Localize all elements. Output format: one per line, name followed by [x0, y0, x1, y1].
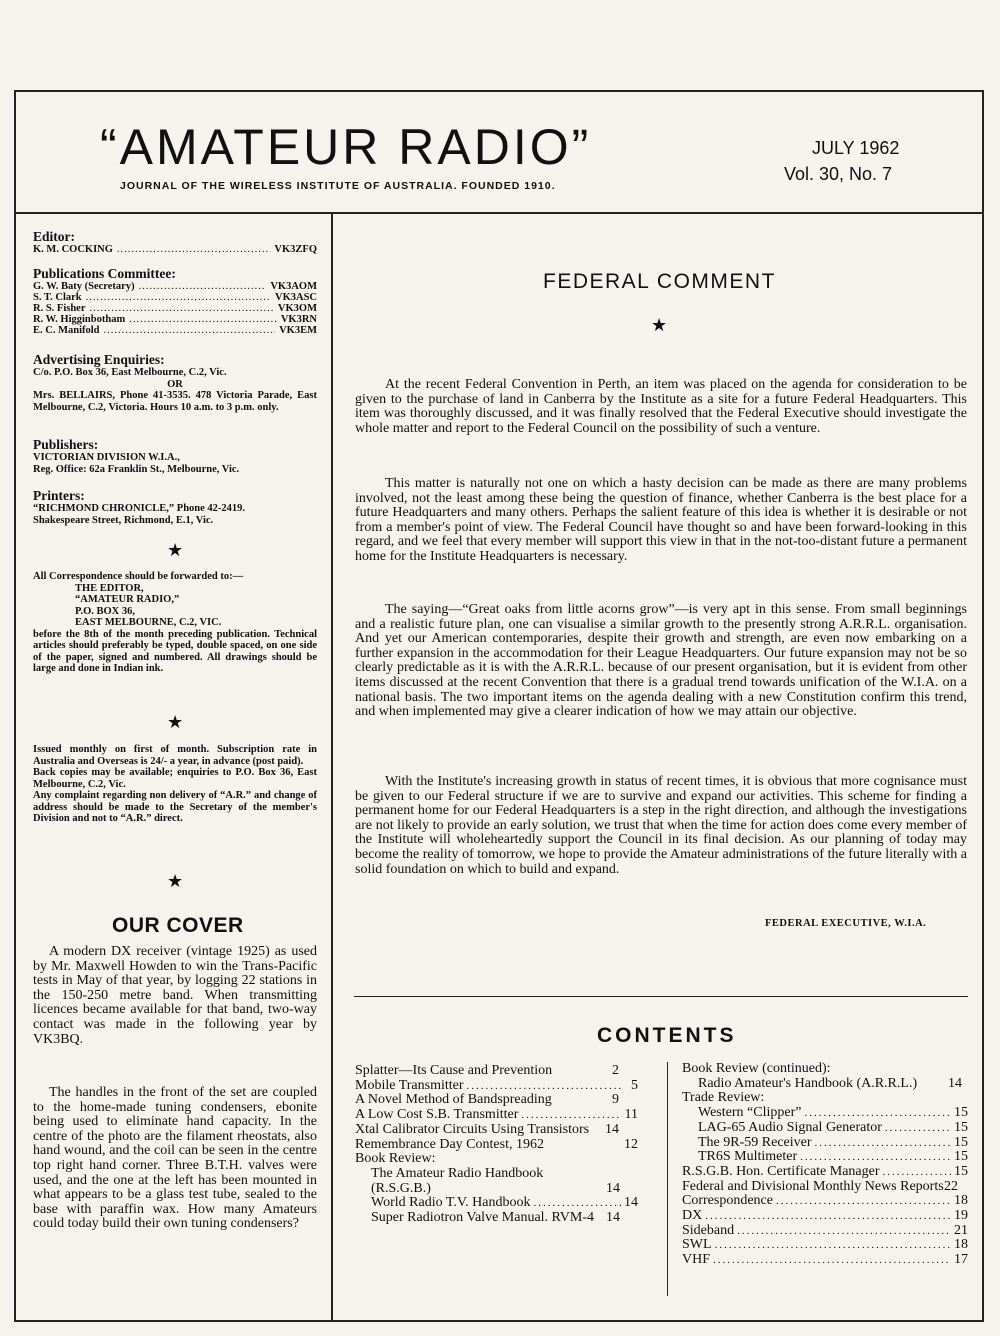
toc-title: Remembrance Day Contest, 1962: [355, 1136, 544, 1152]
advertising-line: Mrs. BELLAIRS, Phone 41-3535. 478 Victoria Parade, East Melbourne, C.2, Victoria. Hours 10 a.m. to 3 p.m. only.: [33, 390, 317, 413]
toc-page: 11: [624, 1107, 638, 1123]
toc-page: 21: [954, 1222, 968, 1238]
issue-volume: Vol. 30, No. 7: [784, 164, 893, 184]
leader-dots: [815, 1136, 951, 1151]
toc-title: SWL: [682, 1237, 712, 1253]
toc-title: Book Review (continued):: [682, 1061, 831, 1076]
toc-page: 14: [605, 1121, 619, 1137]
toc-page: 19: [954, 1208, 968, 1224]
toc-entry[interactable]: [355, 1211, 638, 1226]
leader-dots: [86, 292, 271, 303]
star-divider: ★: [167, 712, 184, 732]
comment-signature: FEDERAL EXECUTIVE, W.I.A.: [765, 918, 927, 929]
toc-entry[interactable]: [355, 1108, 638, 1123]
toc-page: 5: [631, 1077, 638, 1093]
subscription-text: Issued monthly on first of month. Subscription rate in Australia and Overseas is 24/- a year, in advance (post paid).: [33, 744, 317, 767]
editor-block: [33, 229, 317, 255]
leader-dots: [705, 1209, 951, 1224]
toc-page: 15: [954, 1149, 968, 1165]
toc-entry[interactable]: [355, 1093, 638, 1108]
toc-entry[interactable]: [355, 1167, 638, 1196]
toc-title: A Novel Method of Bandspreading: [355, 1092, 552, 1108]
toc-title: Splatter—Its Cause and Prevention: [355, 1063, 553, 1078]
leader-dots: [467, 1079, 621, 1094]
toc-page: 18: [954, 1193, 968, 1209]
toc-title: Xtal Calibrator Circuits Using Transistors: [355, 1121, 590, 1137]
subscription-block: [33, 744, 317, 825]
advertising-or: OR: [167, 378, 183, 390]
contents-divider: [667, 1062, 668, 1296]
contents-rule: [354, 996, 968, 997]
advertising-heading: Advertising Enquiries:: [33, 352, 165, 367]
correspondence-intro: All Correspondence should be forwarded to:—: [33, 571, 244, 582]
star-divider: ★: [167, 540, 184, 560]
editor-heading: Editor:: [33, 229, 75, 244]
cover-paragraph: The handles in the front of the set are coupled to the home-made tuning condensers, ebonite being used to eliminate hand capacity. In the centre of the photo are the filament rheostats, also hand wound, and the coil can be seen in the centre top right hand corner. Three B.T.H. valves were used, and the one at the left has been mounted in what appears to be a glass test tube, sealed to the base with paraffin wax. How many Amateurs could today build their own tuning condensers?: [33, 1085, 317, 1232]
member-call: VK3AOM: [270, 281, 317, 292]
address-line: THE EDITOR,: [75, 582, 144, 594]
federal-comment-heading: FEDERAL COMMENT: [543, 270, 776, 293]
advertising-block: [33, 352, 317, 413]
masthead-title: “AMATEUR RADIO”: [100, 119, 592, 175]
leader-dots: [521, 1108, 621, 1123]
toc-title: VHF: [682, 1252, 711, 1268]
toc-section: [682, 1091, 968, 1106]
toc-page: 2: [612, 1063, 619, 1078]
toc-title: TR6S Multimeter: [698, 1149, 798, 1165]
advertising-line: C/o. P.O. Box 36, East Melbourne, C.2, Vic.: [33, 367, 227, 378]
leader-dots: [715, 1238, 951, 1253]
leader-dots: [90, 303, 274, 314]
committee-heading: Publications Committee:: [33, 266, 176, 281]
toc-section: [682, 1062, 968, 1077]
contents-column-left: [355, 1064, 638, 1226]
toc-page: 15: [954, 1105, 968, 1121]
toc-title: DX: [682, 1208, 703, 1224]
comment-paragraph: The saying—“Great oaks from little acorns grow”—is very apt in this sense. From small beginnings and a realistic future plan, one can visualise a similar growth to the presently strong A.R.R.L. organisation. And yet our American contemporaries, despite their growth and strength, are even now embarking on a further expansion in the accommodation for their League Headquarters. Our future expansion may not be so clearly predictable as it is with the A.R.R.L. because of our present organisation, but it is evident from other items discussed at the recent Convention that there is a gradual trend towards unification of the W.I.A. on a national basis. The two important items on the agenda dealing with a new Constitution confirm this trend, and when implemented may give a clearer indication of how we may attain our objective.: [355, 602, 967, 720]
publishers-heading: Publishers:: [33, 437, 99, 452]
toc-page: 14: [606, 1210, 620, 1226]
leader-dots: [713, 1253, 951, 1268]
member-name: G. W. Baty (Secretary): [33, 281, 135, 292]
address-line: EAST MELBOURNE, C.2, VIC.: [75, 617, 222, 628]
toc-title: Mobile Transmitter: [355, 1077, 464, 1093]
toc-entry[interactable]: [682, 1077, 968, 1092]
toc-title: Sideband: [682, 1222, 735, 1238]
leader-dots: [883, 1165, 951, 1180]
toc-entry[interactable]: [682, 1209, 968, 1224]
cover-paragraph: A modern DX receiver (vintage 1925) as used by Mr. Maxwell Howden to win the Trans-Pacific tests in May of that year, by logging 22 stations in the 150-250 metre band. When transmitting licences became available for that band, two-way contact was made in the following year by VK3BQ.: [33, 944, 317, 1047]
leader-dots: [776, 1194, 951, 1209]
toc-page: 18: [954, 1237, 968, 1253]
toc-title: Super Radiotron Valve Manual. RVM-4: [371, 1210, 594, 1226]
member-call: VK3OM: [277, 303, 317, 314]
toc-entry[interactable]: [355, 1064, 638, 1079]
member-name: R. S. Fisher: [33, 303, 86, 314]
toc-entry[interactable]: [355, 1079, 638, 1094]
printers-line: “RICHMOND CHRONICLE,” Phone 42-2419.: [33, 503, 246, 514]
editor-name: K. M. COCKING: [33, 244, 113, 255]
toc-entry[interactable]: [682, 1121, 968, 1136]
publishers-block: [33, 437, 317, 475]
toc-section: [355, 1152, 638, 1167]
toc-title: Correspondence: [682, 1193, 773, 1209]
leader-dots: [117, 244, 270, 255]
printers-heading: Printers:: [33, 488, 85, 503]
editor-row: [33, 244, 317, 255]
toc-page: 9: [612, 1092, 619, 1108]
toc-title: The Amateur Radio Handbook (R.S.G.B.): [371, 1165, 544, 1196]
complaints-text: Any complaint regarding non delivery of “A.R.” and change of address should be made to the Secretary of the member's Division and not to “A.R.” direct.: [33, 790, 317, 824]
toc-entry[interactable]: [682, 1253, 968, 1268]
comment-paragraph: At the recent Federal Convention in Perth, an item was placed on the agenda for consideration to be given to the purchase of land in Canberra by the Institute as a site for a future Federal Headquarters. This item was thoroughly discussed, and it was finally resolved that the Federal Executive should investigate the whole matter and report to the Federal Council on the possibility of such a venture.: [355, 377, 967, 436]
printers-block: [33, 488, 317, 526]
member-call: VK3ASC: [274, 292, 317, 303]
toc-title: The 9R-59 Receiver: [698, 1134, 812, 1150]
publishers-line: VICTORIAN DIVISION W.I.A.,: [33, 452, 180, 463]
leader-dots: [804, 1106, 951, 1121]
contents-heading: CONTENTS: [597, 1024, 737, 1047]
committee-member: [33, 303, 317, 314]
comment-paragraph: This matter is naturally not one on which a hasty decision can be made as there are many problems involved, not the least among these being the question of finance, whether Canberra is the best place for a future Headquarters and many others. Perhaps the salient feature of this idea is whether it is desirable or not from a member's point of view. The Federal Council have thought so and have been forward-looking in this regard, and we feel that every member will support this view in that in the not-too-distant future a permanent home for the Institute Headquarters is necessary.: [355, 476, 967, 564]
toc-title: Book Review:: [355, 1151, 436, 1167]
address-line: P.O. BOX 36,: [75, 605, 135, 617]
toc-title: Trade Review:: [682, 1090, 765, 1106]
leader-dots: [139, 281, 267, 292]
toc-entry[interactable]: [682, 1106, 968, 1121]
toc-page: 15: [954, 1134, 968, 1150]
toc-entry[interactable]: [682, 1180, 968, 1195]
committee-member: [33, 281, 317, 292]
toc-title: Radio Amateur's Handbook (A.R.R.L.): [698, 1075, 918, 1091]
member-call: VK3RN: [280, 314, 317, 325]
toc-entry[interactable]: [355, 1138, 638, 1153]
printers-line: Shakespeare Street, Richmond, E.1, Vic.: [33, 514, 214, 526]
comment-paragraph: With the Institute's increasing growth in status of recent times, it is obvious that more cognisance must be given to our Federal structure if we are to survive and expand our activities. This scheme for finding a permanent home for our Federal Headquarters is a step in the right direction, and although the investigations are not likely to provide an early solution, we trust that when the time for action does come every member of the Institute will wholeheartedly support the Council in its final decision. As our planning of today may become the reality of tomorrow, we hope to provide the Amateur administrations of the future literally with a solid foundation on which to build and expand.: [355, 774, 967, 877]
toc-page: 22: [944, 1178, 958, 1194]
star-divider: ★: [651, 315, 668, 335]
toc-entry[interactable]: [682, 1194, 968, 1209]
toc-title: Federal and Divisional Monthly News Reports: [682, 1178, 944, 1194]
toc-entry[interactable]: [682, 1150, 968, 1165]
toc-page: 17: [954, 1252, 968, 1268]
committee-member: [33, 314, 317, 325]
cover-heading: OUR COVER: [112, 914, 244, 937]
toc-entry[interactable]: [682, 1224, 968, 1239]
toc-entry[interactable]: [682, 1238, 968, 1253]
masthead-rule: [14, 212, 984, 214]
back-copies-text: Back copies may be available; enquiries to P.O. Box 36, East Melbourne, C.2, Vic.: [33, 767, 317, 790]
contents-column-right: [682, 1062, 968, 1268]
toc-entry[interactable]: [682, 1165, 968, 1180]
toc-title: World Radio T.V. Handbook: [371, 1195, 531, 1211]
correspondence-block: [33, 571, 317, 675]
leader-dots: [104, 325, 276, 336]
member-call: VK3EM: [279, 325, 317, 336]
toc-page: 14: [606, 1180, 620, 1196]
member-name: E. C. Manifold: [33, 325, 100, 336]
toc-page: 14: [624, 1195, 638, 1211]
committee-member: [33, 292, 317, 303]
member-name: S. T. Clark: [33, 292, 82, 303]
toc-page: 14: [948, 1075, 962, 1091]
toc-page: 15: [954, 1163, 968, 1179]
toc-title: LAG-65 Audio Signal Generator: [698, 1119, 882, 1135]
correspondence-body: before the 8th of the month preceding publication. Technical articles should preferably be typed, double spaced, on one side of the paper, signed and numbered. All drawings should be large and done in Indian ink.: [33, 628, 317, 674]
toc-entry[interactable]: [355, 1123, 638, 1138]
toc-page: 15: [954, 1119, 968, 1135]
issue-date: JULY 1962: [812, 138, 900, 158]
toc-title: Western “Clipper”: [698, 1105, 802, 1121]
toc-page: 12: [624, 1136, 638, 1152]
toc-title: A Low Cost S.B. Transmitter: [355, 1107, 519, 1123]
toc-entry[interactable]: [355, 1196, 638, 1211]
committee-block: [33, 266, 317, 336]
leader-dots: [533, 1196, 621, 1211]
leader-dots: [800, 1150, 951, 1165]
masthead-subtitle: JOURNAL OF THE WIRELESS INSTITUTE OF AUSTRALIA. FOUNDED 1910.: [120, 180, 556, 192]
editor-call: VK3ZFQ: [274, 244, 317, 255]
leader-dots: [737, 1224, 951, 1239]
toc-title: R.S.G.B. Hon. Certificate Manager: [682, 1163, 880, 1179]
address-line: “AMATEUR RADIO,”: [75, 594, 180, 605]
publishers-line: Reg. Office: 62a Franklin St., Melbourne, Vic.: [33, 463, 240, 475]
member-name: R. W. Higginbotham: [33, 314, 126, 325]
leader-dots: [885, 1121, 951, 1136]
star-divider: ★: [167, 871, 184, 891]
toc-entry[interactable]: [682, 1136, 968, 1151]
committee-member: [33, 325, 317, 336]
column-divider: [331, 212, 333, 1322]
leader-dots: [129, 314, 277, 325]
